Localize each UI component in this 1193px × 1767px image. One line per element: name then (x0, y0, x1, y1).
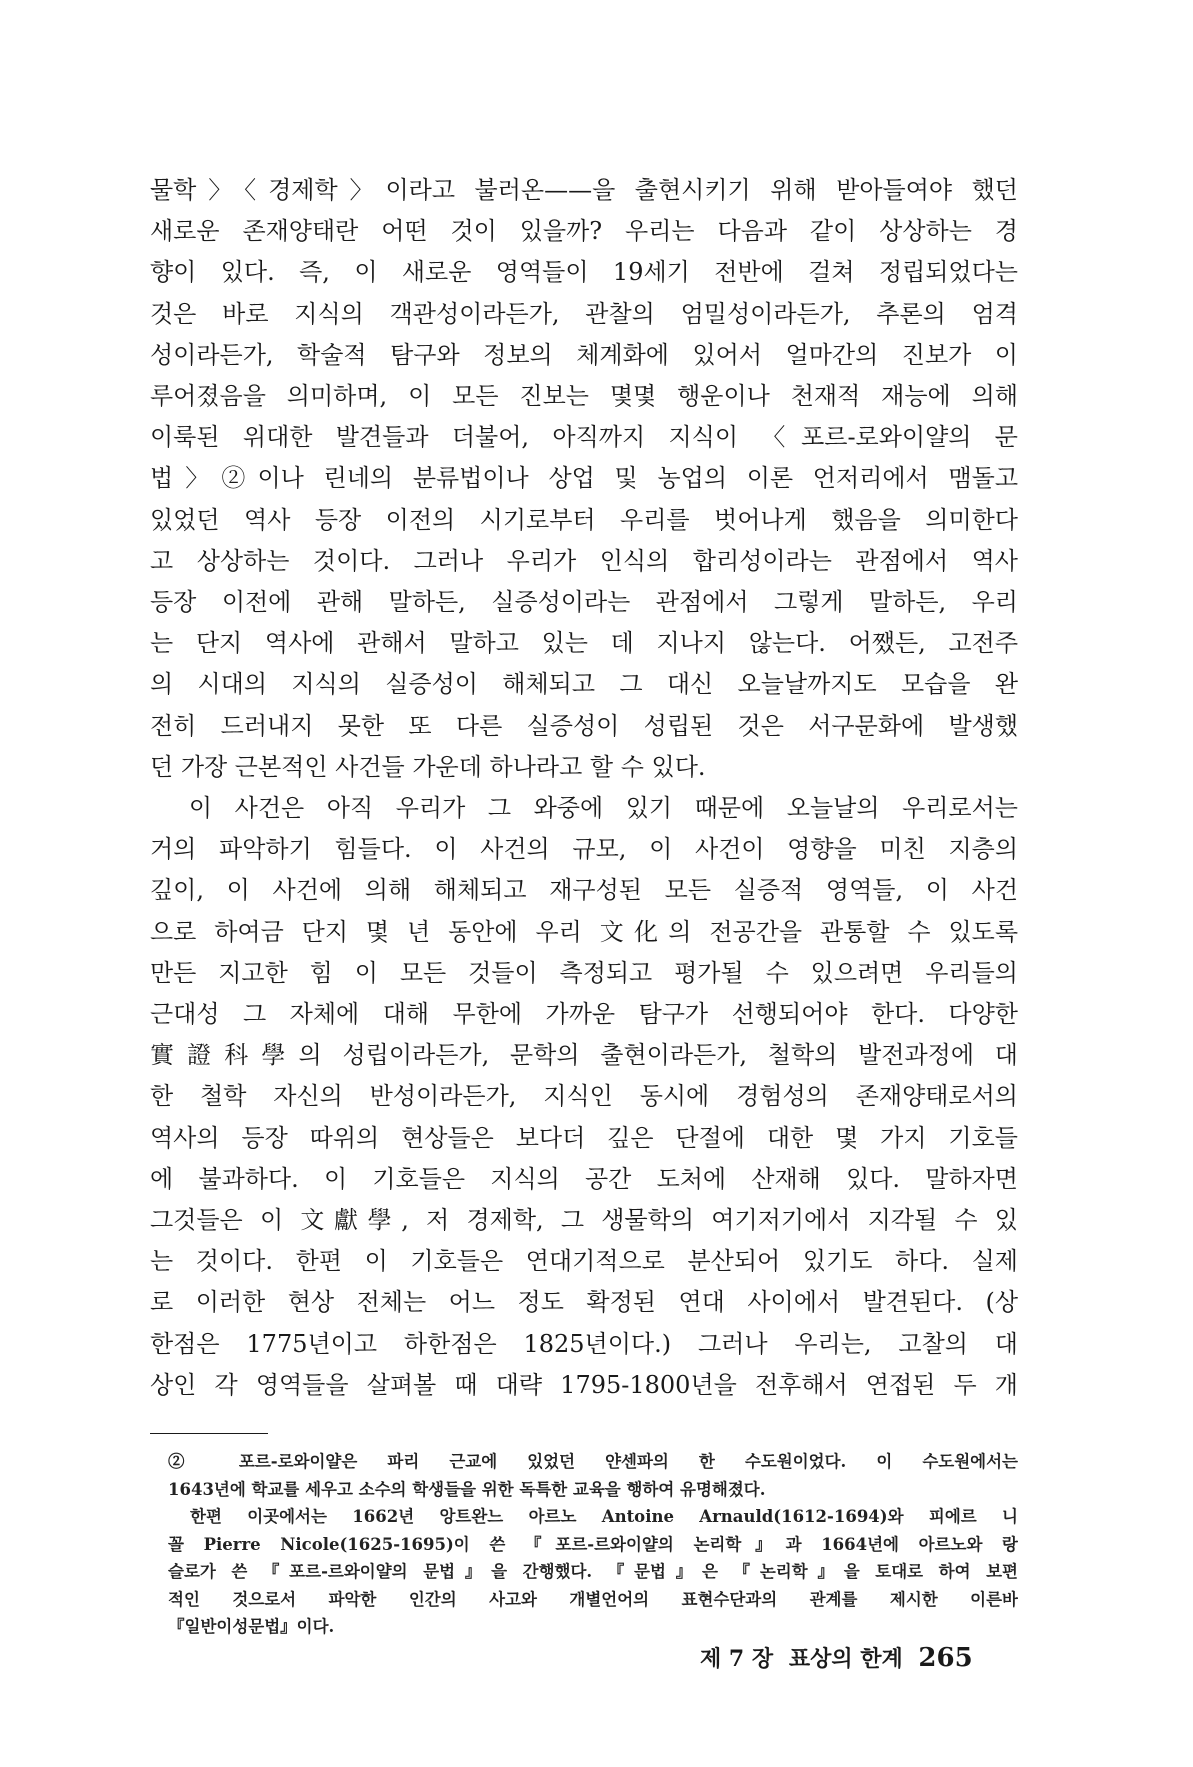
footnote-line: 적인 것으로서 파악한 인간의 사고와 개별언어의 표현수단과의 관계를 제시한 이른바 (168, 1589, 1018, 1609)
footnote-divider (150, 1433, 268, 1434)
chapter-label: 제 7 장 (700, 1646, 774, 1672)
text-line: 등장 이전에 관해 말하든, 실증성이라는 관점에서 그렇게 말하든, 우리 (150, 588, 1018, 617)
text-line: 상인 각 영역들을 살펴볼 때 대략 1795-1800년을 전후해서 연접된 두 개 (150, 1370, 1018, 1399)
text-line: 성이라든가, 학술적 탐구와 정보의 체계화에 있어서 얼마간의 진보가 이 (150, 340, 1018, 369)
text-line: 것은 바로 지식의 객관성이라든가, 관찰의 엄밀성이라든가, 추론의 엄격 (150, 299, 1018, 328)
text-line: 근대성 그 자체에 대해 무한에 가까운 탐구가 선행되어야 한다. 다양한 (150, 1000, 1018, 1029)
page-number: 265 (918, 1643, 973, 1673)
text-line: 이 사건은 아직 우리가 그 와중에 있기 때문에 오늘날의 우리로서는 (150, 794, 1018, 823)
footnote-line: 슬로가 쓴 『포르-르와이얄의 문법』을 간행했다. 『문법』은 『논리학』을 토대로 하여 보편 (168, 1562, 1018, 1581)
text-line: 전히 드러내지 못한 또 다른 실증성이 성립된 것은 서구문화에 발생했 (150, 711, 1018, 740)
text-line: 한점은 1775년이고 하한점은 1825년이다.) 그러나 우리는, 고찰의 대 (150, 1329, 1018, 1358)
text-line: 그것들은 이 文獻學, 저 경제학, 그 생물학의 여기저기에서 지각될 수 있 (150, 1206, 1018, 1235)
text-line: 던 가장 근본적인 사건들 가운데 하나라고 할 수 있다. (150, 752, 706, 781)
text-line: 역사의 등장 따위의 현상들은 보다더 깊은 단절에 대한 몇 가지 기호들 (150, 1123, 1018, 1152)
paragraph-1 (150, 170, 1018, 788)
running-footer (700, 1642, 1018, 1673)
text-line: 거의 파악하기 힘들다. 이 사건의 규모, 이 사건이 영향을 미친 지층의 (150, 835, 1018, 864)
text-line: 새로운 존재양태란 어떤 것이 있을까? 우리는 다음과 같이 상상하는 경 (150, 217, 1018, 246)
footnote-line: 1643년에 학교를 세우고 소수의 학생들을 위한 독특한 교육을 행하여 유명해졌다. (168, 1479, 766, 1499)
main-text-block (150, 170, 1018, 1406)
text-line: 에 불과하다. 이 기호들은 지식의 공간 도처에 산재해 있다. 말하자면 (150, 1164, 1018, 1193)
text-line: 물학〉〈경제학〉이라고 불러온——을 출현시키기 위해 받아들여야 했던 (150, 176, 1018, 204)
text-line: 實證科學의 성립이라든가, 문학의 출현이라든가, 철학의 발전과정에 대 (150, 1041, 1018, 1070)
text-line: 루어졌음을 의미하며, 이 모든 진보는 몇몇 행운이나 천재적 재능에 의해 (150, 382, 1018, 411)
text-line: 향이 있다. 즉, 이 새로운 영역들이 19세기 전반에 걸쳐 정립되었다는 (150, 258, 1018, 287)
text-line: 만든 지고한 힘 이 모든 것들이 측정되고 평가될 수 있으려면 우리들의 (150, 958, 1018, 987)
chapter-title: 표상의 한계 (788, 1646, 903, 1672)
footnote (168, 1448, 1018, 1641)
text-line: 의 시대의 지식의 실증성이 해체되고 그 대신 오늘날까지도 모습을 완 (150, 670, 1018, 699)
footnote-line: 한편 이곳에서는 1662년 앙트완느 아르노 Antoine Arnauld(1612-1694)와 피에르 니 (190, 1507, 1018, 1526)
text-line: 는 단지 역사에 관해서 말하고 있는 데 지나지 않는다. 어쨌든, 고전주 (150, 629, 1018, 658)
footnote-line: 꼴 Pierre Nicole(1625-1695)이 쓴 『포르-르와이얄의 논리학』과 1664년에 아르노와 랑 (168, 1534, 1018, 1554)
text-line: 고 상상하는 것이다. 그러나 우리가 인식의 합리성이라는 관점에서 역사 (150, 546, 1018, 575)
footnote-line: ② 포르-로와이얄은 파리 근교에 있었던 얀센파의 한 수도원이었다. 이 수도원에서는 (168, 1452, 1018, 1471)
paragraph-2 (150, 788, 1018, 1406)
text-line: 는 것이다. 한편 이 기호들은 연대기적으로 분산되어 있기도 하다. 실제 (150, 1247, 1018, 1276)
text-line: 로 이러한 현상 전체는 어느 정도 확정된 연대 사이에서 발견된다. (상 (150, 1288, 1018, 1317)
text-line: 법〉②이나 린네의 분류법이나 상업 및 농업의 이론 언저리에서 맴돌고 (150, 464, 1018, 493)
text-line: 으로 하여금 단지 몇 년 동안에 우리 文化의 전공간을 관통할 수 있도록 (150, 917, 1018, 946)
text-line: 깊이, 이 사건에 의해 해체되고 재구성된 모든 실증적 영역들, 이 사건 (150, 876, 1018, 905)
text-line: 이룩된 위대한 발견들과 더불어, 아직까지 지식이 〈포르-로와이얄의 문 (150, 423, 1018, 452)
text-line: 한 철학 자신의 반성이라든가, 지식인 동시에 경험성의 존재양태로서의 (150, 1082, 1018, 1111)
footnote-line: 『일반이성문법』이다. (168, 1617, 335, 1636)
text-line: 있었던 역사 등장 이전의 시기로부터 우리를 벗어나게 했음을 의미한다 (150, 505, 1018, 534)
